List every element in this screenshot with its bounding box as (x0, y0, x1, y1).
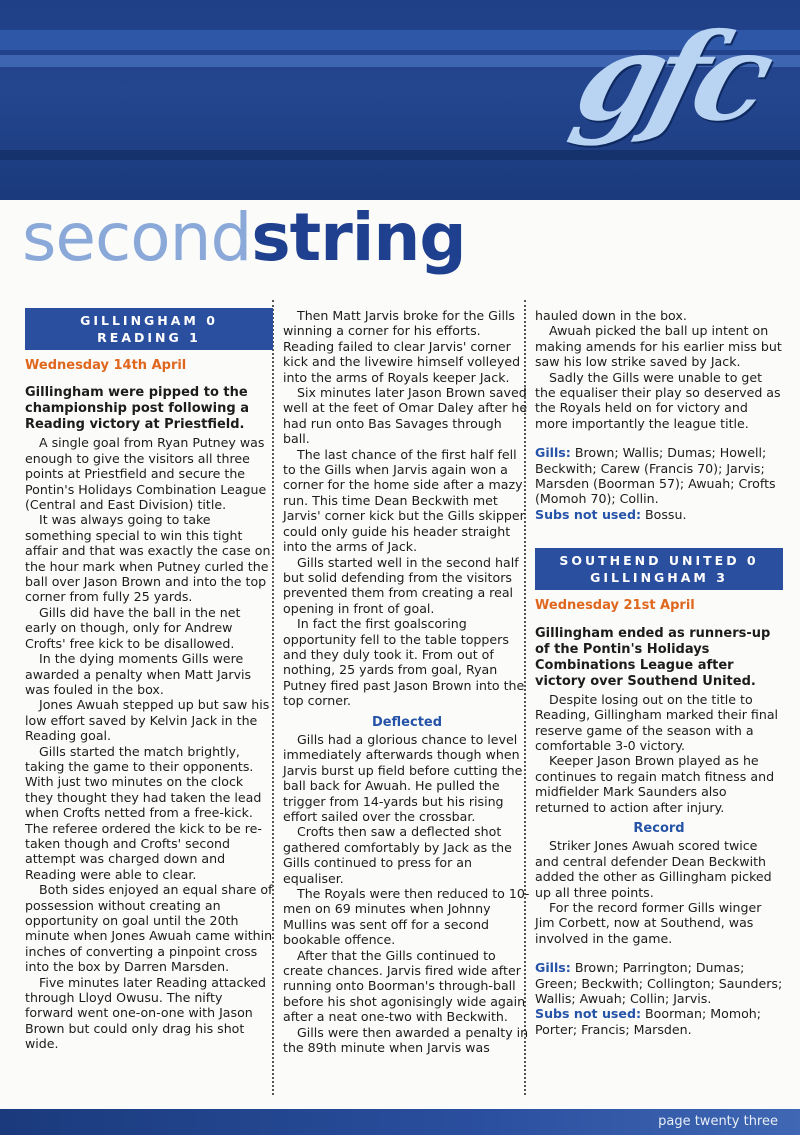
body-paragraph: For the record former Gills winger Jim Corbett, now at Southend, was involved in the game. (535, 899, 762, 946)
body-paragraph: Both sides enjoyed an equal share of possession without creating an opportunity on goal until the 20th minute when Jones Awuah came within inches of converting a pinpoint cross into the box by Darren Marsden. (25, 882, 273, 975)
score-home: SOUTHEND UNITED 0 (559, 553, 759, 569)
body-paragraph: Gills had a glorious chance to level immediately afterwards though when Jarvis burst up field before cutting the ball back for Awuah. He pulled the trigger from 14-yards but his rising effort sailed over the crossbar. (283, 731, 523, 824)
body-paragraph: Keeper Jason Brown played as he continues to regain match fitness and midfielder Mark Saunders also returned to action after injury. (535, 753, 775, 815)
body-paragraph: Despite losing out on the title to Reading, Gillingham marked their final reserve game of the season with a comfortable 3-0 victory. (535, 691, 779, 753)
lineup-players: Brown; Wallis; Dumas; Howell; Beckwith; Carew (Francis 70); Jarvis; Marsden (Boorman 57); Awuah; Crofts (Momoh 70); Collin. (535, 445, 776, 507)
subs-label: Subs not used: (535, 506, 642, 522)
body-paragraph: A single goal from Ryan Putney was enough to give the visitors all three points at Priestfield and secure the Pontin's Holidays Combination League (Central and East Division) title. (25, 435, 267, 513)
body-paragraph: After that the Gills continued to create chances. Jarvis fired wide after running onto Boorman's through-ball before his shot agonisingly wide again after a neat one-two with Beckwith. (283, 947, 526, 1025)
match-date: Wednesday 14th April (25, 358, 187, 373)
article-column-3 (535, 308, 783, 1037)
body-paragraph: Sadly the Gills were unable to get the equaliser their play so deserved as the Royals held on for victory and more importantly the league title. (535, 369, 781, 431)
team-lineup (535, 445, 783, 522)
body-paragraph: In the dying moments Gills were awarded a penalty when Matt Jarvis was fouled in the box. (25, 651, 252, 697)
header-stripe (0, 150, 800, 160)
subs-players: Bossu. (645, 506, 687, 522)
title-part-2: string (251, 199, 466, 276)
lineup-players: Brown; Parrington; Dumas; Green; Beckwith; Collington; Saunders; Wallis; Awuah; Collin; Jarvis. (535, 960, 783, 1006)
subs-label: Subs not used: (535, 1006, 642, 1022)
page-number: page twenty three (658, 1114, 778, 1129)
team-lineup (535, 960, 783, 1037)
body-paragraph: Five minutes later Reading attacked through Lloyd Owusu. The nifty forward went one-on-one with Jason Brown but could only drag his shot wide. (25, 974, 267, 1052)
body-paragraph: Awuah picked the ball up intent on making amends for his earlier miss but saw his low strike saved by Jack. (535, 323, 782, 370)
lineup-label: Gills: (535, 445, 571, 461)
score-home: GILLINGHAM 0 (80, 313, 218, 328)
lead-paragraph: Gillingham ended as runners-up of the Pontin's Holidays Combinations League after victory over Southend United. (535, 625, 771, 689)
body-paragraph: Gills started the match brightly, taking the game to their opponents. With just two minutes on the clock they thought they had taken the lead when Crofts netted from a free-kick. The referee ordered the kick to be re-taken though and Crofts' second attempt was charged down and Reading were able to clear. (25, 743, 262, 882)
lead-paragraph: Gillingham were pipped to the championship post following a Reading victory at Priestfield. (25, 385, 249, 433)
body-paragraph: Six minutes later Jason Brown saved well at the feet of Omar Daley after he had run onto Bas Savages through ball. (283, 385, 528, 447)
scoreline-box (535, 548, 783, 590)
scoreline-box (25, 308, 273, 350)
body-paragraph: Crofts then saw a deflected shot gathered comfortably by Jack as the Gills continued to press for an equaliser. (283, 824, 512, 886)
body-paragraph: The last chance of the first half fell to the Gills when Jarvis again won a corner for the home side after a mazy run. This time Dean Beckwith met Jarvis' corner kick but the Gills skipper could only guide his header straight into the arms of Jack. (283, 446, 525, 555)
article-column-1 (25, 308, 273, 1052)
body-paragraph: In fact the first goalscoring opportunity fell to the table toppers and they duly took it. From out of nothing, 25 yards from goal, Ryan Putney fired past Jason Brown into the top corner. (283, 616, 525, 709)
body-paragraph: The Royals were then reduced to 10-men on 69 minutes when Johnny Mullins was sent off for a second bookable offence. (283, 886, 530, 948)
score-away: READING 1 (97, 330, 201, 345)
subs-players: Boorman; Momoh; Porter; Francis; Marsden. (535, 1006, 762, 1037)
header-banner (0, 0, 800, 200)
page-title (22, 199, 466, 276)
lineup-label: Gills: (535, 960, 571, 976)
body-paragraph: Gills were then awarded a penalty in the 89th minute when Jarvis was (283, 1024, 529, 1056)
match-date: Wednesday 21st April (535, 598, 695, 614)
body-paragraph: Jones Awuah stepped up but saw his low effort saved by Kelvin Jack in the Reading goal. (25, 697, 270, 744)
body-paragraph: Gills started well in the second half but solid defending from the visitors prevented them from creating a real opening in front of goal. (283, 554, 519, 616)
body-paragraph: Striker Jones Awuah scored twice and central defender Dean Beckwith added the other as Gillingham picked up all three points. (535, 838, 772, 900)
body-paragraph: Then Matt Jarvis broke for the Gills winning a corner for his efforts. Reading failed to clear Jarvis' corner kick and the livewire himself volleyed into the arms of Royals keeper Jack. (283, 308, 521, 385)
body-paragraph: It was always going to take something special to win this tight affair and that was exactly the case on the hour mark when Putney curled the ball over Jason Brown and into the top corner from fully 25 yards. (25, 512, 271, 605)
score-away: GILLINGHAM 3 (590, 570, 728, 586)
gfc-logo: gfc (562, 7, 780, 148)
body-paragraph: Gills did have the ball in the net early on though, only for Andrew Crofts' free kick to be disallowed. (25, 604, 241, 651)
title-part-1: second (22, 199, 252, 276)
article-column-2 (283, 308, 531, 1056)
body-paragraph: hauled down in the box. (535, 308, 687, 323)
section-subhead: Record (633, 820, 685, 836)
section-subhead: Deflected (371, 714, 443, 730)
